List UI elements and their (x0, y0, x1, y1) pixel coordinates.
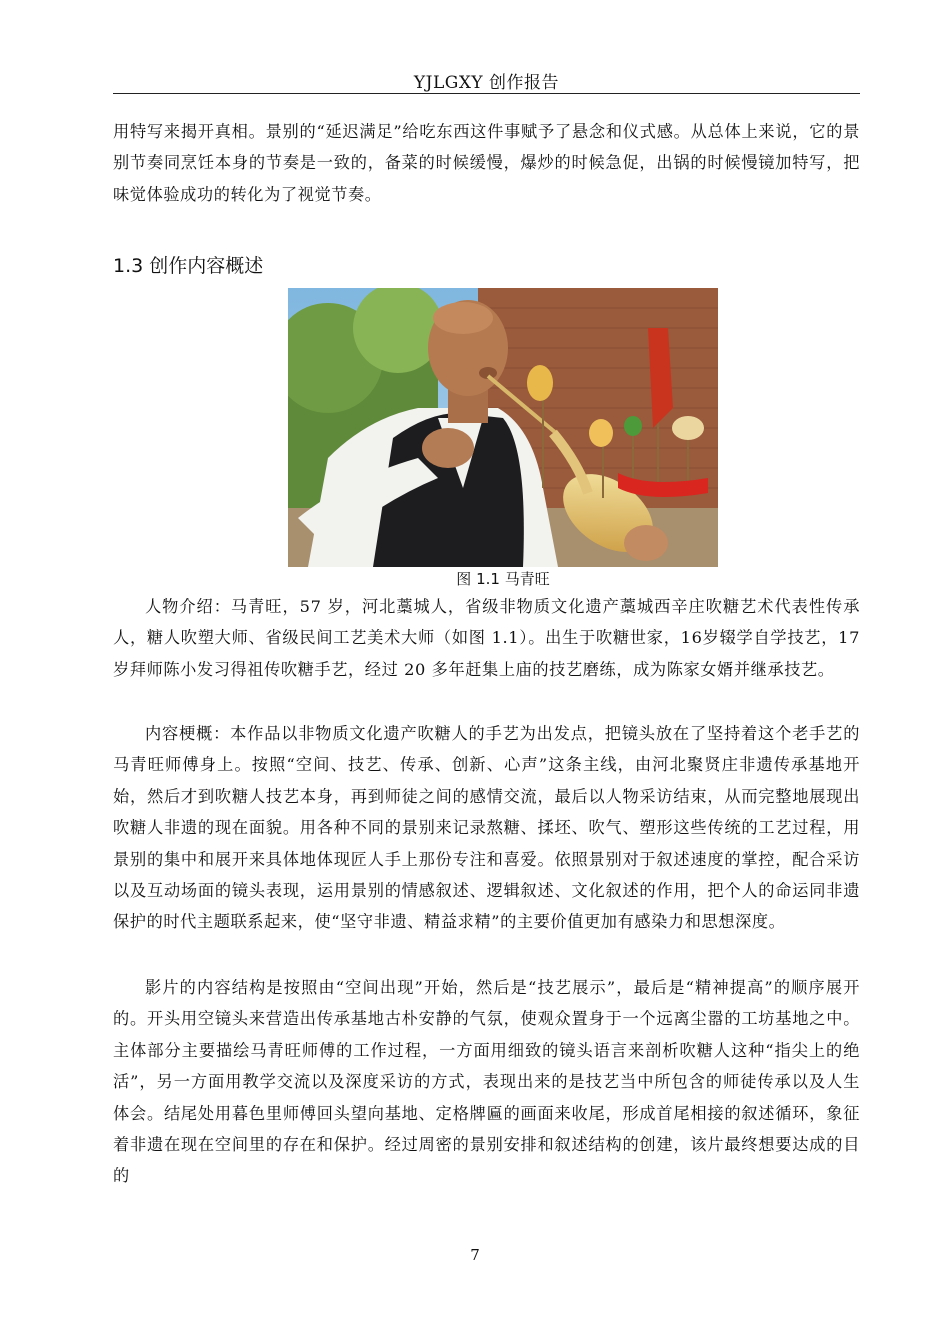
header-divider (113, 93, 860, 94)
body-paragraph: 内容梗概：本作品以非物质文化遗产吹糖人的手艺为出发点，把镜头放在了坚持着这个老手艺的马青旺师傅身上。按照“空间、技艺、传承、创新、心声”这条主线，由河北聚贤庄非遗传承基地开始，然后才到吹糖人技艺本身，再到师徒之间的感情交流，最后以人物采访结束，从而完整地展现出吹糖人非遗的现在面貌。用各种不同的景别来记录熬糖、揉坯、吹气、塑形这些传统的工艺过程，用景别的集中和展开来具体地体现匠人手上那份专注和喜爱。依照景别对于叙述速度的掌控，配合采访以及互动场面的镜头表现，运用景别的情感叙述、逻辑叙述、文化叙述的作用，把个人的命运同非遗保护的时代主题联系起来，使“坚守非遗、精益求精”的主要价值更加有感染力和思想深度。 (113, 724, 860, 932)
page-header-title: YJLGXY 创作报告 (413, 73, 560, 93)
body-paragraph: 人物介绍：马青旺，57 岁，河北藁城人，省级非物质文化遗产藁城西辛庄吹糖艺术代表性传承人，糖人吹塑大师、省级民间工艺美术大师（如图 1.1）。出生于吹糖世家，16岁辍学自学技艺，17 岁拜师陈小发习得祖传吹糖手艺，经过 20 多年赶集上庙的技艺磨练，成为陈家女婿并继承技艺。 (113, 597, 860, 679)
figure-caption: 图 1.1 马青旺 (456, 570, 550, 588)
section-heading: 1.3 创作内容概述 (113, 255, 264, 277)
page-number: 7 (470, 1246, 480, 1264)
figure-photo (288, 288, 718, 567)
body-paragraph: 用特写来揭开真相。景别的“延迟满足”给吃东西这件事赋予了悬念和仪式感。从总体上来说，它的景别节奏同烹饪本身的节奏是一致的，备菜的时候缓慢，爆炒的时候急促，出锅的时候慢镜加特写，把味觉体验成功的转化为了视觉节奏。 (113, 122, 860, 204)
body-paragraph: 影片的内容结构是按照由“空间出现”开始，然后是“技艺展示”，最后是“精神提高”的顺序展开的。开头用空镜头来营造出传承基地古朴安静的气氛，使观众置身于一个远离尘嚣的工坊基地之中。主体部分主要描绘马青旺师傅的工作过程，一方面用细致的镜头语言来剖析吹糖人这种“指尖上的绝活”，另一方面用教学交流以及深度采访的方式，表现出来的是技艺当中所包含的师徒传承以及人生体会。结尾处用暮色里师傅回头望向基地、定格牌匾的画面来收尾，形成首尾相接的叙述循环，象征着非遗在现在空间里的存在和保护。经过周密的景别安排和叙述结构的创建，该片最终想要达成的目的 (113, 978, 860, 1186)
